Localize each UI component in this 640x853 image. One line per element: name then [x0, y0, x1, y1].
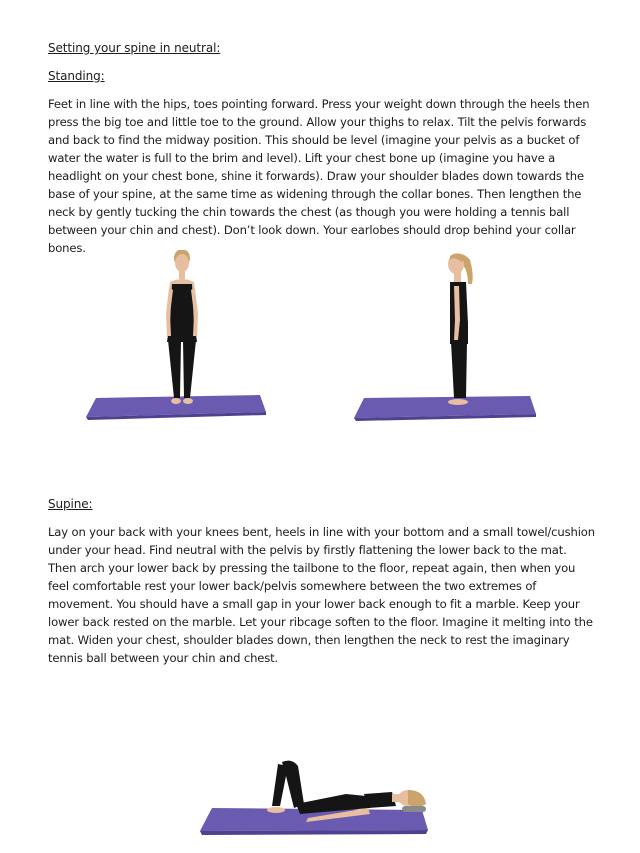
supine-heading: Supine:	[48, 497, 93, 511]
supine-photo	[196, 756, 436, 840]
standing-instructions: Feet in line with the hips, toes pointing forward. Press your weight down through the heels then press the big toe and little toe to the ground. Allow your thighs to relax. Tilt the pelvis forwards and back to find the midway position. This should be level (imagine your pelvis as a bucket of water the water is full to the brim and level). Lift your chest bone up (imagine you have a headlight on your chest bone, shine it forwards). Draw your shoulder blades down towards the base of your spine, at the same time as widening through the collar bones. Then lengthen the neck by gently tucking the chin towards the chest (as though you were holding a tennis ball between your chin and chest). Don’t look down. Your earlobes should drop behind your collar bones.	[48, 97, 590, 255]
supine-instructions: Lay on your back with your knees bent, heels in line with your bottom and a small towel/cushion under your head. Find neutral with the pelvis by firstly flattening the lower back to the mat. Then arch your lower back by pressing the tailbone to the floor, repeat again, then when you feel comfortable rest your lower back/pelvis somewhere between the two extremes of movement. You should have a small gap in your lower back enough to fit a marble. Keep your lower back rested on the marble. Let your ribcage soften to the floor. Imagine it melting into the mat. Widen your chest, shoulder blades down, then lengthen the neck to rest the imaginary tennis ball between your chin and chest.	[48, 525, 595, 665]
page-title: Setting your spine in neutral:	[48, 41, 221, 55]
standing-front-photo	[82, 250, 272, 422]
standing-side-photo	[350, 250, 540, 422]
standing-heading: Standing:	[48, 69, 105, 83]
